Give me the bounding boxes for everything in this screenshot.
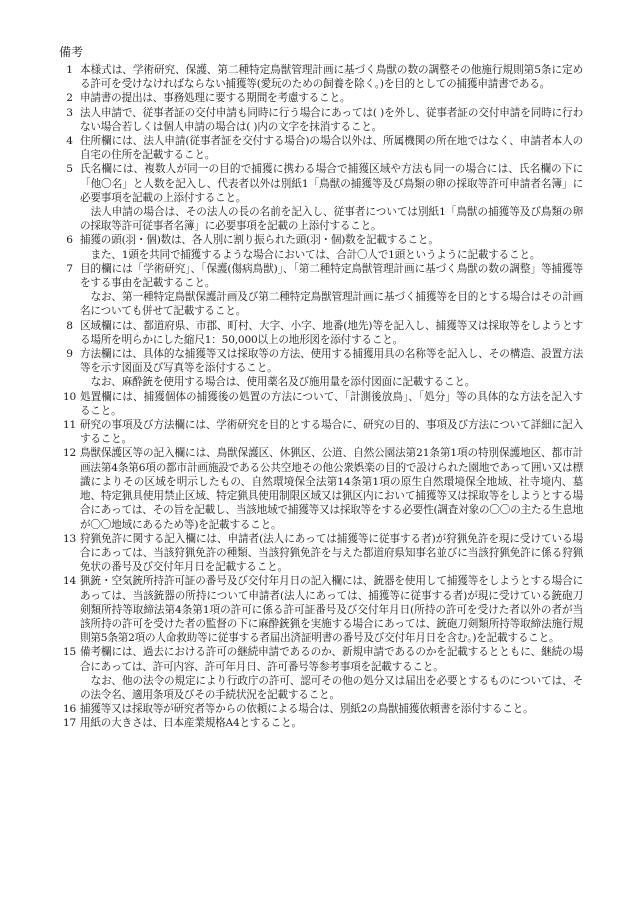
note-paragraph: 本様式は、学術研究、保護、第二種特定鳥獣管理計画に基づく鳥獣の数の調整その他施行規則第5条に定める許可を受けなければならない捕獲等(愛玩のための飼養を除く。)を目的としての捕獲申請書である。 xyxy=(80,64,583,91)
note-number: 6 xyxy=(66,234,73,247)
note-number: 13 xyxy=(62,532,77,545)
note-paragraph: 鳥獣保護区等の記入欄には、鳥獣保護区、休猟区、公道、自然公園法第21条第1項の特別保護地区、都市計画法第4条第6項の都市計画施設である公共空地その他公衆娯楽の目的で設けられた園地であって囲い又は標識によりその区域を明示したもの、自然環境保全法第14条第1項の原生自然環境保全地域、社寺境内、墓地、特定猟具使用禁止区域、特定猟具使用制限区域又は猟区内において捕獲等又は採取等をしようとする場合にあっては、その旨を記載し、当該地域で捕獲等又は採取等をする必要性(調査対象の〇〇の主たる生息地が〇〇地域にあるため等)を記載すること。 xyxy=(80,447,583,531)
note-item xyxy=(59,532,583,575)
note-number: 14 xyxy=(62,575,77,588)
note-paragraph: 捕獲の頭(羽・個)数は、各人別に割り振られた頭(羽・個)数を記載すること。 xyxy=(80,234,439,247)
note-body xyxy=(80,574,583,645)
note-body xyxy=(80,319,583,347)
note-item xyxy=(59,233,583,261)
note-number: 16 xyxy=(62,703,77,716)
note-item xyxy=(59,645,583,702)
note-item xyxy=(59,390,583,418)
note-body xyxy=(80,262,583,319)
note-number: 10 xyxy=(62,390,77,403)
note-body xyxy=(80,532,583,575)
note-number: 7 xyxy=(66,262,73,275)
note-body xyxy=(80,418,583,446)
note-number: 17 xyxy=(62,717,77,730)
note-body xyxy=(80,716,583,730)
note-body xyxy=(80,347,583,390)
note-number: 5 xyxy=(66,163,73,176)
note-paragraph: 区域欄には、都道府県、市郡、町村、大字、小字、地番(地先)等を記入し、捕獲等又は採取等をしようとする場所を明らかにした縮尺1：50,000以上の地形図を添付すること。 xyxy=(80,319,583,346)
note-number: 4 xyxy=(66,135,73,148)
note-paragraph: また、1頭を共同で捕獲するような場合においては、合計〇人で1頭というように記載すること。 xyxy=(90,248,541,261)
note-paragraph: 備考欄には、過去における許可の継続申請であるのか、新規申請であるのかを記載するとともに、継続の場合にあっては、許可内容、許可年月日、許可番号等参考事項を記載すること。 xyxy=(80,646,583,673)
note-body xyxy=(80,106,583,134)
note-body xyxy=(80,162,583,233)
note-paragraph: 猟銃・空気銃所持許可証の番号及び交付年月日の記入欄には、銃器を使用して捕獲等をしようとする場合にあっては、当該銃器の所持について申請者(法人にあっては、捕獲等に従事する者)が現に受けている銃砲刀剣類所持等取締法第4条第1項の許可に係る許可証番号及び交付年月日(所持の許可を受けた者以外の者が当該所持の許可を受けた者の監督の下に麻酔銃猟を実施する場合にあっては、銃砲刀剣類所持等取締法施行規則第5条第2項の人命救助等に従事する者届出済証明書の番号及び交付年月日を含む。)を記載すること。 xyxy=(80,575,583,645)
note-body xyxy=(80,233,583,261)
note-item xyxy=(59,162,583,233)
note-number: 12 xyxy=(62,447,77,460)
notes-heading: 備考 xyxy=(59,45,84,59)
note-item xyxy=(59,574,583,645)
note-paragraph: なお、麻酔銃を使用する場合は、使用薬名及び施用量を添付図面に記載すること。 xyxy=(90,376,476,389)
note-paragraph: なお、第一種特定鳥獣保護計画及び第二種特定鳥獣管理計画に基づく捕獲等を目的とする場合はその計画名についても併せて記載すること。 xyxy=(80,291,583,318)
note-paragraph: 法人申請で、従事者証の交付申請も同時に行う場合にあっては( )を外し、従事者証の交付申請を同時に行わない場合若しくは個人申請の場合は( )内の文字を抹消すること。 xyxy=(80,106,583,133)
note-body xyxy=(80,390,583,418)
note-number: 1 xyxy=(66,64,73,76)
note-number: 15 xyxy=(62,646,77,659)
note-body xyxy=(80,134,583,162)
note-item xyxy=(59,418,583,446)
note-number: 8 xyxy=(66,319,73,332)
note-body xyxy=(80,91,583,105)
note-body xyxy=(80,702,583,716)
note-paragraph: 処置欄には、捕獲個体の捕獲後の処置の方法について、「計測後放鳥」、「処分」等の具体的な方法を記入すること。 xyxy=(80,390,583,417)
note-item xyxy=(59,446,583,531)
note-paragraph: なお、他の法令の規定により行政庁の許可、認可その他の処分又は届出を必要とするものについては、その法令名、適用条項及びその手続状況を記載すること。 xyxy=(80,674,583,701)
note-item xyxy=(59,63,583,91)
note-item xyxy=(59,106,583,134)
note-paragraph: 目的欄には「学術研究」、「保護(傷病鳥獣)」、「第二種特定鳥獣管理計画に基づく鳥獣の数の調整」等捕獲等をする事由を記載すること。 xyxy=(80,262,583,290)
note-paragraph: 氏名欄には、複数人が同一の目的で捕獲に携わる場合で捕獲区域や方法も同一の場合には、氏名欄の下に「他〇名」と人数を記入し、代表者以外は別紙1「鳥獣の捕獲等及び鳥類の卵の採取等許可申請者名簿」に必要事項を記載の上添付すること。 xyxy=(80,163,583,204)
note-number: 3 xyxy=(66,106,73,119)
notes-list xyxy=(59,63,583,731)
note-body xyxy=(80,446,583,531)
note-item xyxy=(59,716,583,730)
note-body xyxy=(80,645,583,702)
note-paragraph: 住所欄には、法人申請(従事者証を交付する場合)の場合以外は、所属機関の所在地ではなく、申請者本人の自宅の住所を記載すること。 xyxy=(80,135,583,162)
note-item xyxy=(59,347,583,390)
note-number: 9 xyxy=(66,348,73,361)
note-paragraph: 方法欄には、具体的な捕獲等又は採取等の方法、使用する捕獲用具の名称等を記入し、その構造、設置方法等を示す図面及び写真等を添付すること。 xyxy=(80,348,583,375)
note-number: 2 xyxy=(66,92,73,105)
note-item xyxy=(59,91,583,105)
note-body xyxy=(80,63,583,91)
note-number: 11 xyxy=(62,419,77,432)
note-paragraph: 捕獲等又は採取等が研究者等からの依頼による場合は、別紙2の鳥獣捕獲依頼書を添付すること。 xyxy=(80,703,534,716)
note-paragraph: 用紙の大きさは、日本産業規格A4とすること。 xyxy=(80,717,302,730)
note-item xyxy=(59,262,583,319)
note-paragraph: 申請書の提出は、事務処理に要する期間を考慮すること。 xyxy=(80,92,351,105)
note-item xyxy=(59,319,583,347)
note-paragraph: 狩猟免許に関する記入欄には、申請者(法人にあっては捕獲等に従事する者)が狩猟免許を現に受けている場合にあっては、当該狩猟免許の種類、当該狩猟免許を与えた都道府県知事名並びに当該狩猟免許に係る狩猟免状の番号及び交付年月日を記載すること。 xyxy=(80,532,583,574)
note-item xyxy=(59,134,583,162)
note-paragraph: 法人申請の場合は、その法人の長の名前を記入し、従事者については別紙1「鳥獣の捕獲等及び鳥類の卵の採取等許可従事者名簿」に必要事項を記載の上添付すること。 xyxy=(80,206,583,233)
note-paragraph: 研究の事項及び方法欄には、学術研究を目的とする場合に、研究の目的、事項及び方法について詳細に記入すること。 xyxy=(80,419,583,446)
note-item xyxy=(59,702,583,716)
